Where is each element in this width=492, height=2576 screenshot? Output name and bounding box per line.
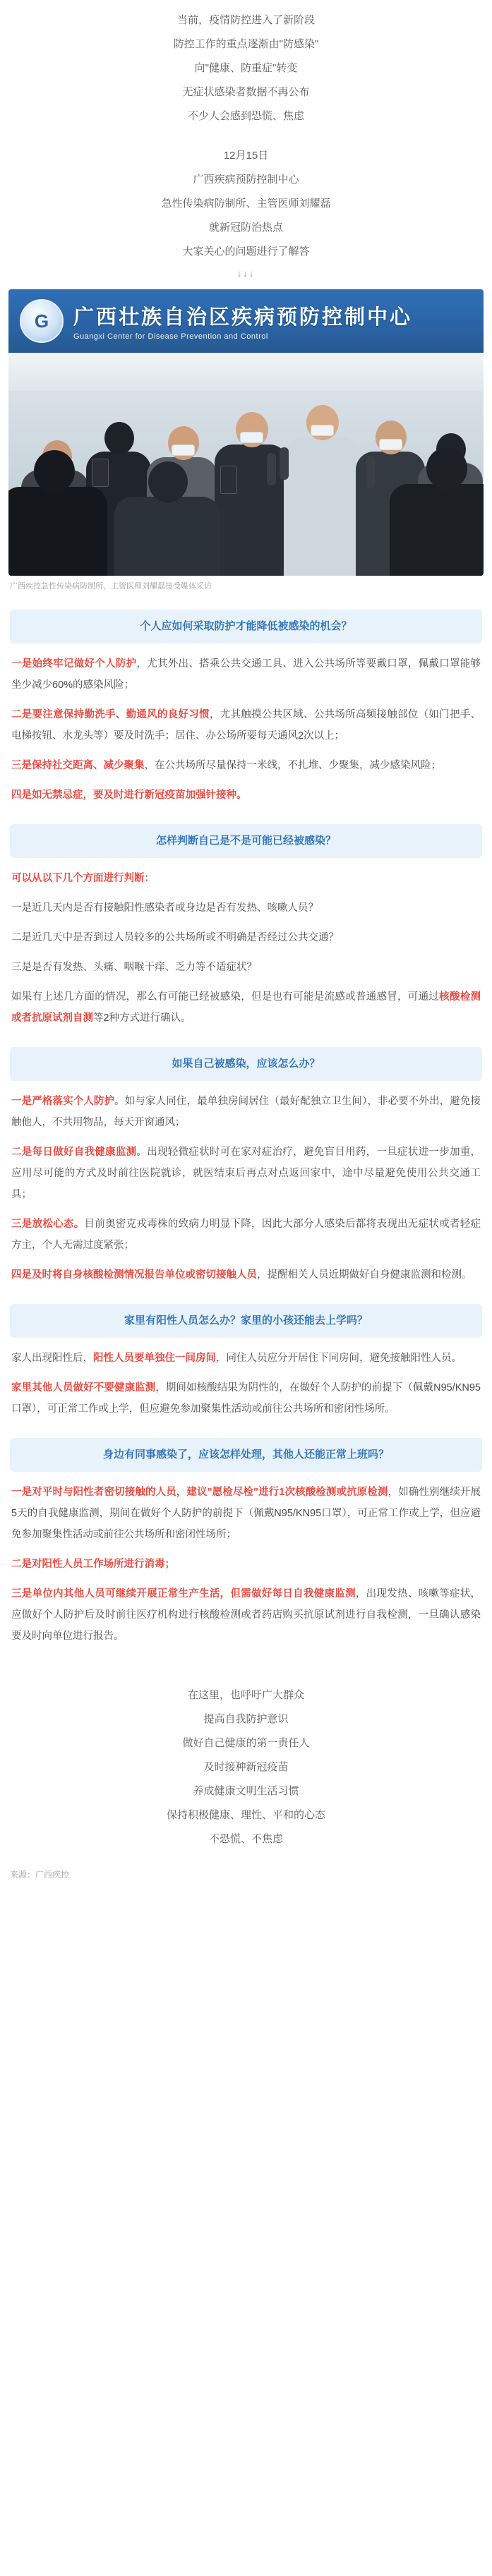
face-mask-icon	[172, 445, 195, 456]
paragraph	[0, 1348, 492, 1369]
paragraph	[0, 927, 492, 948]
run-text: ，出现发热、咳嗽等症状，应做好个人防护后及时前往医疗机构进行核酸检测或者药店购买抗原试剂进行自我检测，一旦确认感染要及时向单位进行报告。	[11, 1588, 481, 1642]
intro-line: 向"健康、防重症"转变	[194, 62, 298, 74]
paragraph	[0, 653, 492, 696]
paragraph	[0, 1554, 492, 1575]
run-text: 等2种方式进行确认。	[93, 1012, 191, 1024]
wall-stripe	[8, 353, 484, 391]
person-figure-foreground	[114, 497, 220, 576]
run-text: ，同住人员应分开居住下同房间，避免接触阳性人员。	[216, 1353, 462, 1364]
smartphone-icon	[220, 466, 237, 494]
banner-text	[73, 301, 412, 341]
microphone-icon	[280, 447, 289, 480]
run-text: ，期间如核酸结果为阴性的，在做好个人防护的前提下（佩戴N95/KN95口罩），可正常工作或上学，但应避免参加聚集性活动或前往公共场所和密闭性场所。	[11, 1382, 481, 1415]
run-text: ，尤其触摸公共区域、公共场所高频接触部位（如门把手、电梯按钮、水龙头等）要及时洗手；居住、办公场所要每天通风2次以上；	[11, 709, 481, 742]
person-figure-speaker	[284, 437, 360, 576]
closing-line: 提高自我防护意识	[203, 1713, 289, 1725]
run-text: 如果有上述几方面的情况，那么有可能已经被感染，但是也有可能是流感或普通感冒，可通过	[11, 991, 440, 1003]
banner-title-en: Guangxi Center for Disease Prevention and Control	[73, 332, 268, 341]
run-text: 二是近几天中是否到过人员较多的公共场所或不明确是否经过公共交通？	[11, 932, 339, 943]
intro-gap	[28, 128, 464, 144]
paragraph	[0, 1091, 492, 1133]
intro-line: 不少人会感到恐慌、焦虑	[187, 110, 304, 122]
run-text: 。出现轻微症状时可在家对症治疗，避免盲目用药，一旦症状进一步加重，应用尽可能的方式及时前往医院就诊，就医结束后再点对点返回家中，途中尽量避免使用公共交通工具；	[11, 1147, 481, 1200]
paragraph	[0, 1482, 492, 1545]
run-emphasis: 三是放松心态。	[11, 1219, 85, 1230]
run-emphasis: 三是单位内其他人员可继续开展正常生产生活，但需做好每日自我健康监测	[11, 1588, 356, 1600]
intro-line: 当前，疫情防控进入了新阶段	[176, 14, 315, 26]
run-emphasis: 四是及时将自身核酸检测情况报告单位或密切接触人员	[11, 1269, 257, 1281]
closing-line: 在这里，也呼吁广大群众	[187, 1689, 304, 1701]
closing-line: 保持积极健康、理性、平和的心态	[166, 1809, 325, 1821]
smartphone-icon	[92, 459, 109, 487]
intro-line: 就新冠防治热点	[208, 222, 283, 234]
paragraph	[0, 986, 492, 1029]
person-figure-foreground	[8, 487, 107, 576]
paragraph	[0, 1214, 492, 1256]
face-mask-icon	[311, 425, 334, 436]
section-heading-5: 身边有同事感染了，应该怎样处理，其他人还能正常上班吗？	[10, 1438, 482, 1472]
run-text: 目前奥密克戎毒株的致病力明显下降，因此大部分人感染后都将表现出无症状或者轻症方主，个人无需过度紧张；	[11, 1219, 481, 1251]
run-text: 家人出现阳性后，	[11, 1353, 93, 1364]
crowd-group	[8, 399, 484, 576]
press-conference-photo	[8, 289, 484, 576]
institution-banner	[8, 289, 484, 353]
section-heading-3: 如果自己被感染，应该怎么办？	[10, 1047, 482, 1081]
run-emphasis: 家里其他人员做好不要健康监测	[11, 1382, 156, 1393]
paragraph	[0, 1377, 492, 1420]
intro-line: 大家关心的问题进行了解答	[182, 246, 310, 258]
image-caption: 广西疾控急性传染病防制所、主管医师刘耀磊接受媒体采访	[10, 582, 212, 591]
paragraph	[0, 868, 492, 889]
run-emphasis: 三是保持社交距离、减少聚集	[11, 760, 145, 771]
microphone-icon	[366, 456, 375, 488]
person-head	[148, 461, 188, 502]
run-text: ，在公共场所尽量保持一米线，不扎堆、少聚集，减少感染风险；	[144, 760, 441, 771]
person-figure-foreground	[390, 484, 484, 576]
run-text: 三是是否有发热、头痛、咽喉干痒、乏力等不适症状？	[11, 962, 257, 973]
run-text: ，如确性别继续开展5天的自我健康监测，期间在做好个人防护的前提下（佩戴N95/KN95口罩），可正常工作或上学，但应避免参加聚集性活动或前往公共场所和密闭性场所；	[11, 1487, 481, 1540]
run-emphasis: 二是对阳性人员工作场所进行消毒；	[11, 1559, 175, 1570]
run-emphasis: 一是对平时与阳性者密切接触的人员，建议"愿检尽检"进行1次核酸检测或抗原检测	[11, 1487, 388, 1498]
intro-line: 防控工作的重点逐渐由"防感染"	[173, 38, 319, 50]
person-head	[426, 447, 467, 490]
run-text: 。如与家人同住，最单独房间居住（最好配独立卫生间），非必要不外出，避免接触他人，不共用物品，每天开窗通风；	[11, 1096, 481, 1128]
paragraph	[0, 704, 492, 746]
source-label: 来源：广西疾控	[10, 1870, 70, 1880]
run-text: 一是近几天内是否有接触阳性感染者或身边是否有发热、咳嗽人员？	[11, 902, 318, 914]
paragraph	[0, 1142, 492, 1205]
down-arrows-icon: ↓↓↓	[236, 268, 256, 279]
person-head	[104, 422, 134, 454]
run-emphasis: 阳性人员要单独住一间房间	[93, 1353, 216, 1364]
person-figure	[215, 445, 288, 576]
intro-line: 广西疾病预防控制中心	[193, 174, 299, 186]
closing-block	[0, 1668, 492, 1856]
intro-block	[0, 0, 492, 264]
paragraph	[0, 785, 492, 806]
banner-title-cn: 广西壮族自治区疾病预防控制中心	[73, 306, 413, 329]
run-emphasis: 二是要注意保持勤洗手、勤通风的良好习惯	[11, 709, 210, 720]
section-heading-4: 家里有阳性人员怎么办？家里的小孩还能去上学吗？	[10, 1304, 482, 1338]
paragraph	[0, 755, 492, 776]
closing-line: 做好自己健康的第一责任人	[182, 1737, 310, 1749]
paragraph	[0, 897, 492, 919]
run-emphasis: 四是如无禁忌症，要及时进行新冠疫苗加强针接种。	[11, 790, 247, 801]
run-emphasis: 一是始终牢记做好个人防护	[11, 658, 137, 670]
run-emphasis: 一是严格落实个人防护	[11, 1096, 115, 1107]
person-head	[34, 450, 75, 492]
intro-line: 急性传染病防制所、主管医师刘耀磊	[161, 198, 331, 210]
intro-line: 无症状感染者数据不再公布	[182, 86, 310, 98]
closing-line: 及时接种新冠疫苗	[203, 1761, 289, 1773]
intro-date: 12月15日	[223, 150, 269, 162]
paragraph	[0, 957, 492, 978]
cdc-logo-icon: G	[20, 299, 64, 343]
run-emphasis: 核酸检测或者抗原试剂自测	[11, 991, 481, 1024]
run-text: ，尤其外出、搭乘公共交通工具、进入公共场所等要戴口罩，佩戴口罩能够坐少减少60%的感染风险；	[11, 658, 481, 691]
section-heading-2: 怎样判断自己是不是可能已经被感染？	[10, 824, 482, 858]
face-mask-icon	[240, 432, 263, 443]
microphone-icon	[267, 453, 276, 485]
run-text: ，提醒相关人员近期做好自身健康监测和检测。	[257, 1269, 472, 1281]
run-emphasis: 二是每日做好自我健康监测	[11, 1147, 137, 1158]
face-mask-icon	[379, 439, 402, 450]
run-emphasis: 可以从以下几个方面进行判断：	[11, 873, 155, 884]
paragraph	[0, 1264, 492, 1286]
spacer	[0, 1655, 492, 1668]
closing-line: 不恐慌、不焦虑	[208, 1833, 283, 1845]
section-heading-1: 个人应如何采取防护才能降低被感染的机会？	[10, 610, 482, 643]
closing-line: 养成健康文明生活习惯	[193, 1785, 299, 1797]
hero-image-wrap	[0, 286, 492, 576]
paragraph	[0, 1583, 492, 1647]
